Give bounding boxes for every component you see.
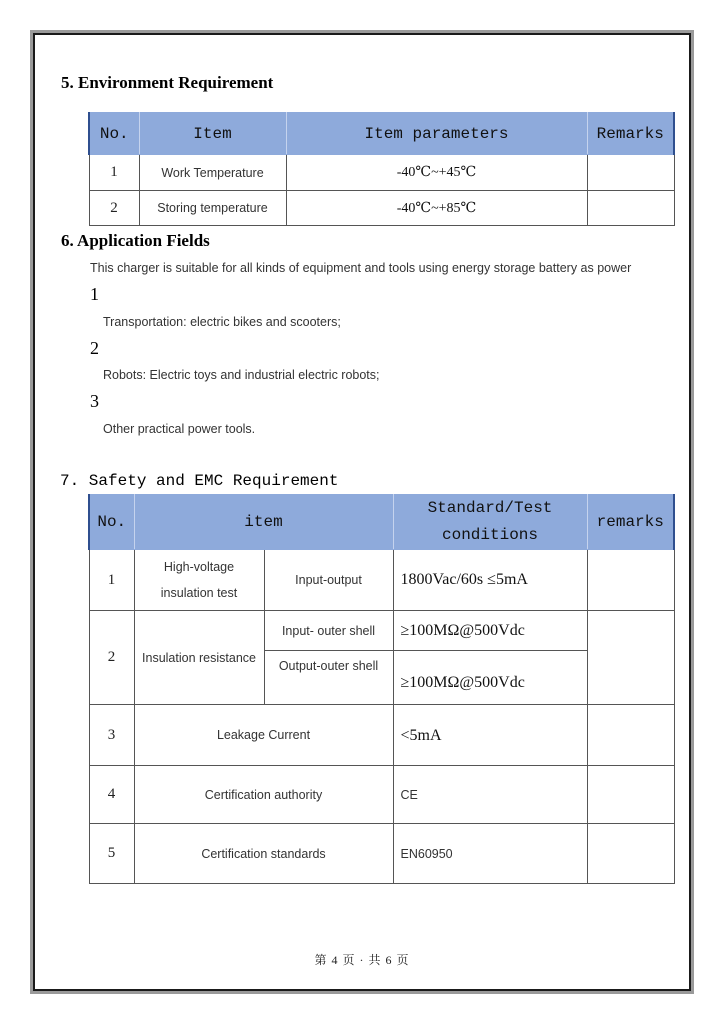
header-remarks: remarks [587, 495, 674, 550]
list-item-number: 3 [90, 391, 99, 411]
row-no: 1 [89, 155, 139, 191]
section-6-heading: 6. Application Fields [61, 231, 210, 250]
row-item: Certification standards [134, 824, 393, 884]
application-intro: This charger is suitable for all kinds of equipment and tools using energy storage battery as power [90, 261, 632, 275]
row-remarks [587, 550, 674, 611]
table-row [89, 705, 674, 766]
table-row [89, 824, 674, 884]
row-standard: <5mA [393, 705, 587, 766]
row-parameters: -40℃~+85℃ [286, 191, 587, 226]
row-item: Insulation resistance [134, 611, 264, 705]
header-item-parameters: Item parameters [286, 113, 587, 155]
row-no: 5 [89, 824, 134, 884]
row-parameters: -40℃~+45℃ [286, 155, 587, 191]
list-item-number: 1 [90, 284, 99, 304]
row-sub-item: Input- outer shell [264, 611, 393, 651]
row-remarks [587, 824, 674, 884]
page-number-footer: 第 4 页 · 共 6 页 [314, 953, 410, 967]
row-item-line2: insulation test [160, 586, 238, 600]
row-no: 1 [89, 550, 134, 611]
row-item [134, 550, 264, 611]
header-remarks: Remarks [587, 113, 674, 155]
list-item-text: Robots: Electric toys and industrial electric robots; [103, 368, 380, 382]
row-sub-item: Input-output [264, 550, 393, 611]
table-row [89, 155, 674, 191]
row-standard: ≥100MΩ@500Vdc [393, 651, 587, 705]
table-row [89, 611, 674, 651]
header-item: Item [139, 113, 286, 155]
row-item: Leakage Current [134, 705, 393, 766]
table-row [89, 766, 674, 824]
row-remarks [587, 705, 674, 766]
section-5-heading: 5. Environment Requirement [61, 73, 274, 92]
header-standard-line1: Standard/Test [427, 499, 553, 517]
row-remarks [587, 191, 674, 226]
row-no: 2 [89, 191, 139, 226]
environment-table-header [89, 113, 674, 155]
row-no: 2 [89, 611, 134, 705]
row-item: Storing temperature [139, 191, 286, 226]
row-sub-item: Output-outer shell [264, 651, 393, 705]
row-no: 3 [89, 705, 134, 766]
safety-table-header [89, 495, 674, 550]
row-remarks [587, 766, 674, 824]
list-item-text: Other practical power tools. [103, 422, 256, 436]
environment-table [88, 112, 675, 226]
row-standard: ≥100MΩ@500Vdc [393, 611, 587, 651]
row-item: Certification authority [134, 766, 393, 824]
row-remarks [587, 611, 674, 705]
row-remarks [587, 155, 674, 191]
table-row [89, 550, 674, 611]
row-item-line1: High-voltage [163, 560, 235, 574]
safety-emc-table [88, 494, 675, 884]
header-standard-line2: conditions [441, 526, 538, 544]
row-item: Work Temperature [139, 155, 286, 191]
table-row [89, 191, 674, 226]
list-item-text: Transportation: electric bikes and scooters; [103, 315, 341, 329]
header-item: item [134, 495, 393, 550]
list-item-number: 2 [90, 338, 99, 358]
section-7-heading: 7. Safety and EMC Requirement [60, 472, 339, 490]
header-no: No. [89, 113, 139, 155]
row-no: 4 [89, 766, 134, 824]
row-standard: 1800Vac/60s ≤5mA [393, 550, 587, 611]
header-standard [393, 495, 587, 550]
row-standard: EN60950 [393, 824, 587, 884]
row-standard: CE [393, 766, 587, 824]
header-no: No. [89, 495, 134, 550]
